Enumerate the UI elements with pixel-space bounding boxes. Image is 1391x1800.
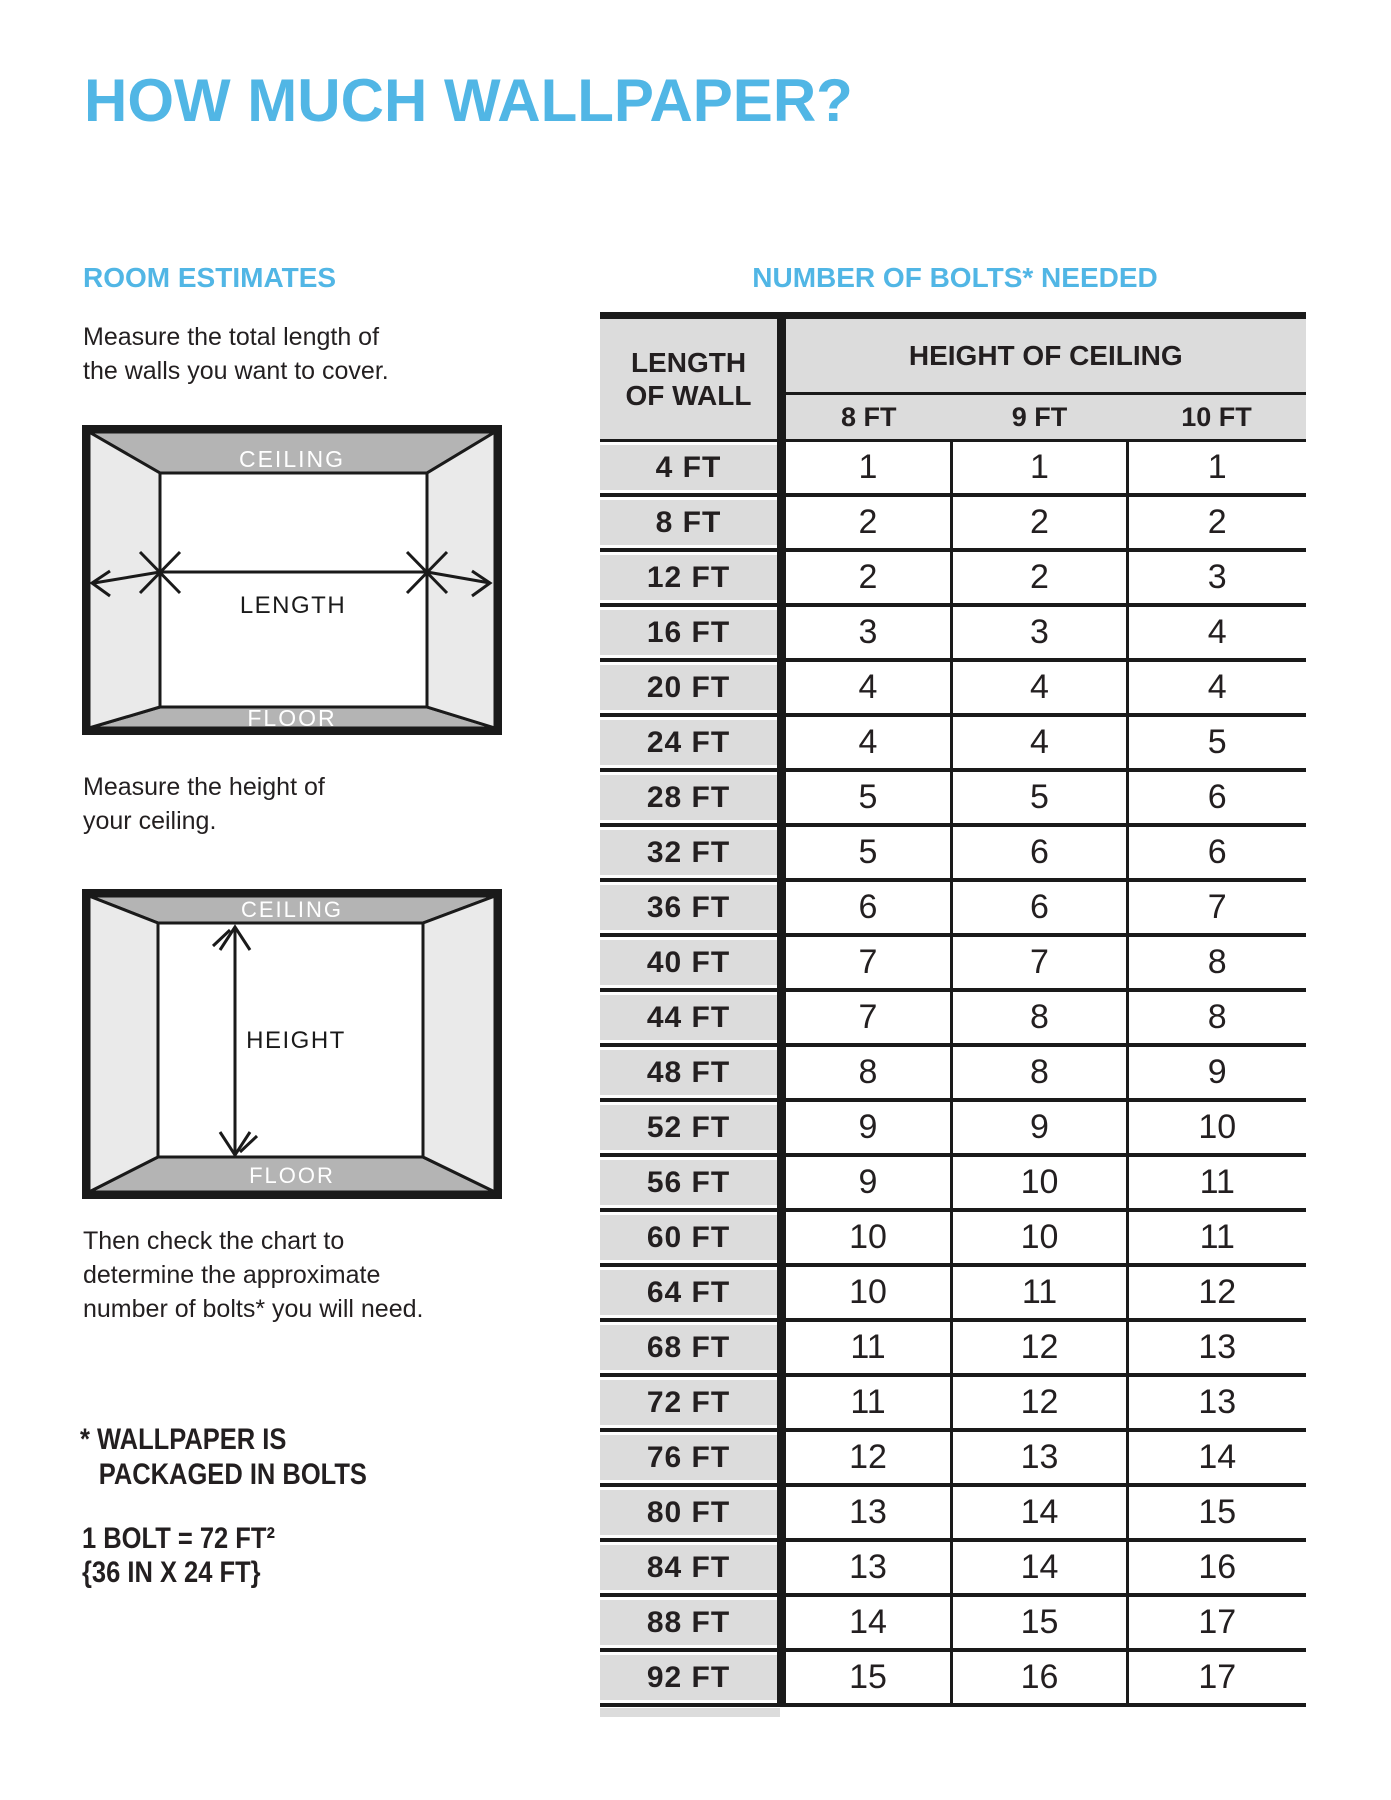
bolt-count-cell: 13 [1128,1320,1306,1375]
bolt-count-cell: 4 [1128,660,1306,715]
row-length-label: 92 FT [600,1650,782,1705]
bolt-count-cell: 7 [952,935,1128,990]
right-wall [423,896,495,1192]
row-length-label: 8 FT [600,495,782,550]
bolt-count-cell: 12 [782,1430,952,1485]
group-header-height-of-ceiling: HEIGHT OF CEILING [782,316,1306,394]
bolt-count-cell: 6 [952,880,1128,935]
bolt-count-cell: 11 [782,1320,952,1375]
bolt-count-cell: 6 [1128,825,1306,880]
bolt-count-cell: 12 [952,1375,1128,1430]
bolt-count-cell: 6 [782,880,952,935]
table-bottom-strip [600,1708,780,1717]
room-length-diagram [82,425,502,735]
bolt-count-cell: 10 [782,1210,952,1265]
left-wall [89,432,160,728]
bolt-count-cell: 5 [782,825,952,880]
row-length-label: 72 FT [600,1375,782,1430]
bolt-count-cell: 13 [782,1540,952,1595]
bolt-count-cell: 6 [1128,770,1306,825]
instruction-check-chart [83,1224,423,1326]
bolt-count-cell: 5 [1128,715,1306,770]
bolt-count-cell: 9 [782,1100,952,1155]
bolt-count-cell: 15 [782,1650,952,1705]
table-row [600,550,1306,605]
bolt-count-cell: 10 [1128,1100,1306,1155]
corner-header-line: OF WALL [625,380,752,411]
bolt-count-cell: 2 [782,550,952,605]
bolt-dimensions: {36 IN X 24 FT} [82,1556,261,1589]
height-label: HEIGHT [246,1027,346,1054]
col-header-9ft: 9 FT [952,394,1128,441]
bolt-count-cell: 1 [952,441,1128,496]
row-length-label: 76 FT [600,1430,782,1485]
instruction-line: Measure the height of [83,773,325,801]
bolt-count-cell: 5 [952,770,1128,825]
bolt-count-cell: 14 [1128,1430,1306,1485]
row-length-label: 44 FT [600,990,782,1045]
corner-header-length-of-wall [600,316,782,441]
row-length-label: 52 FT [600,1100,782,1155]
bolt-count-cell: 12 [1128,1265,1306,1320]
bolt-count-cell: 10 [952,1210,1128,1265]
bolt-count-cell: 13 [1128,1375,1306,1430]
bolt-count-cell: 11 [952,1265,1128,1320]
bolt-count-cell: 9 [1128,1045,1306,1100]
bolt-count-cell: 3 [782,605,952,660]
page-title: HOW MUCH WALLPAPER? [84,67,853,134]
room-height-diagram [82,889,502,1199]
row-length-label: 64 FT [600,1265,782,1320]
row-length-label: 12 FT [600,550,782,605]
bolts-needed-heading: NUMBER OF BOLTS* NEEDED [752,262,1158,293]
bolt-count-cell: 8 [1128,990,1306,1045]
bolt-count-cell: 3 [1128,550,1306,605]
row-length-label: 48 FT [600,1045,782,1100]
bolt-count-cell: 7 [782,935,952,990]
bolt-count-cell: 2 [952,495,1128,550]
instruction-measure-height [83,770,325,838]
bolt-count-cell: 8 [952,990,1128,1045]
row-length-label: 24 FT [600,715,782,770]
col-header-10ft: 10 FT [1128,394,1306,441]
bolt-count-cell: 8 [1128,935,1306,990]
bolt-count-cell: 13 [952,1430,1128,1485]
row-length-label: 16 FT [600,605,782,660]
bolt-count-cell: 15 [1128,1485,1306,1540]
bolt-count-cell: 11 [1128,1210,1306,1265]
bolt-count-cell: 4 [952,715,1128,770]
table-header-row [600,316,1306,394]
bolt-count-cell: 2 [952,550,1128,605]
instruction-line: Measure the total length of [83,323,380,351]
bolt-count-cell: 4 [952,660,1128,715]
table-row [600,990,1306,1045]
wallpaper-bolts-footnote [80,1422,367,1492]
floor-label: FLOOR [247,705,337,731]
row-length-label: 40 FT [600,935,782,990]
instruction-line: determine the approximate [83,1261,381,1289]
corner-header-line: LENGTH [630,347,747,378]
bolt-count-cell: 8 [782,1045,952,1100]
bolt-count-cell: 11 [782,1375,952,1430]
bolt-count-cell: 1 [782,441,952,496]
bolt-count-cell: 4 [782,715,952,770]
ceiling-label: CEILING [238,446,346,472]
table-row [600,935,1306,990]
table-row [600,1485,1306,1540]
table-row [600,770,1306,825]
bolt-count-cell: 17 [1128,1595,1306,1650]
bolt-count-cell: 9 [952,1100,1128,1155]
instruction-measure-length [83,320,389,388]
row-length-label: 84 FT [600,1540,782,1595]
bolt-count-cell: 4 [1128,605,1306,660]
bolt-count-cell: 10 [952,1155,1128,1210]
bolt-count-cell: 1 [1128,441,1306,496]
row-length-label: 80 FT [600,1485,782,1540]
table-body [600,441,1306,1706]
bolt-count-cell: 2 [782,495,952,550]
table-row [600,1375,1306,1430]
bolt-count-cell: 15 [952,1595,1128,1650]
table-row [600,1265,1306,1320]
ceiling-label: CEILING [240,897,344,922]
back-wall [160,473,427,707]
row-length-label: 60 FT [600,1210,782,1265]
bolt-count-cell: 4 [782,660,952,715]
table-row [600,495,1306,550]
footnote-line: * WALLPAPER IS [80,1423,287,1456]
table-row [600,825,1306,880]
bolt-count-cell: 9 [782,1155,952,1210]
table-row [600,660,1306,715]
bolt-size-info [82,1522,275,1590]
table-row [600,1540,1306,1595]
row-length-label: 88 FT [600,1595,782,1650]
table-row [600,1320,1306,1375]
bolt-count-cell: 10 [782,1265,952,1320]
row-length-label: 4 FT [600,441,782,496]
table-row [600,1595,1306,1650]
bolt-count-cell: 14 [952,1485,1128,1540]
bolt-count-cell: 7 [782,990,952,1045]
table-row [600,1045,1306,1100]
instruction-line: number of bolts* you will need. [83,1295,424,1323]
left-wall [89,896,158,1192]
bolt-count-cell: 11 [1128,1155,1306,1210]
floor-label: FLOOR [249,1163,335,1188]
bolt-count-cell: 7 [1128,880,1306,935]
table-row [600,441,1306,496]
bolt-count-cell: 17 [1128,1650,1306,1705]
bolt-count-cell: 8 [952,1045,1128,1100]
bolt-count-cell: 13 [782,1485,952,1540]
bolt-count-cell: 3 [952,605,1128,660]
bolt-count-cell: 16 [952,1650,1128,1705]
row-length-label: 68 FT [600,1320,782,1375]
bolt-count-cell: 6 [952,825,1128,880]
table-row [600,880,1306,935]
table-row [600,1650,1306,1705]
footnote-line: PACKAGED IN BOLTS [98,1458,367,1491]
bolt-count-cell: 5 [782,770,952,825]
room-estimates-heading: ROOM ESTIMATES [83,262,337,293]
table-row [600,715,1306,770]
row-length-label: 20 FT [600,660,782,715]
length-label: LENGTH [239,592,347,619]
table-row [600,605,1306,660]
bolt-equation: 1 BOLT = 72 FT² [82,1522,275,1555]
row-length-label: 28 FT [600,770,782,825]
col-header-8ft: 8 FT [782,394,952,441]
bolt-count-cell: 16 [1128,1540,1306,1595]
instruction-line: your ceiling. [83,807,217,835]
table-row [600,1430,1306,1485]
bolt-count-cell: 12 [952,1320,1128,1375]
instruction-line: Then check the chart to [83,1227,345,1255]
bolt-count-cell: 14 [782,1595,952,1650]
row-length-label: 32 FT [600,825,782,880]
row-length-label: 36 FT [600,880,782,935]
bolts-needed-table [600,312,1306,1707]
instruction-line: the walls you want to cover. [83,357,389,385]
row-length-label: 56 FT [600,1155,782,1210]
table-row [600,1100,1306,1155]
bolt-count-cell: 2 [1128,495,1306,550]
table-row [600,1155,1306,1210]
bolt-count-cell: 14 [952,1540,1128,1595]
table-row [600,1210,1306,1265]
